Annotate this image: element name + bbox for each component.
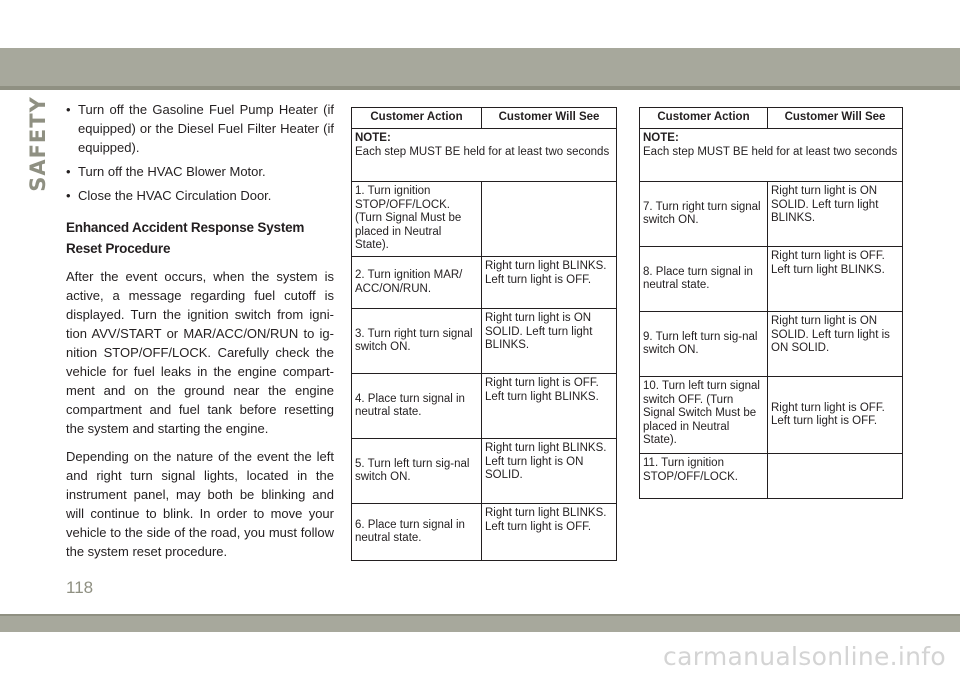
table-row <box>352 182 617 257</box>
note-text: Each step MUST BE held for at least two seconds <box>355 145 610 158</box>
table-row <box>352 374 617 439</box>
section-tab-label: SAFETY <box>26 96 51 192</box>
bullet-item <box>66 186 334 205</box>
table-row <box>352 257 617 309</box>
result-cell <box>482 182 617 257</box>
bullet-item <box>66 162 334 181</box>
note-label: NOTE: <box>643 132 679 144</box>
table-header-row <box>640 108 903 129</box>
note-label: NOTE: <box>355 132 391 144</box>
header-customer-will-see: Customer Will See <box>768 108 903 129</box>
bullet-item <box>66 100 334 157</box>
section-tab <box>23 96 53 192</box>
table-row <box>352 439 617 504</box>
result-cell: Right turn light is ON SOLID. Left turn light is ON SOLID. <box>768 312 903 377</box>
action-cell: 5. Turn left turn sig-nal switch ON. <box>352 439 482 504</box>
header-customer-action: Customer Action <box>640 108 768 129</box>
result-cell: Right turn light BLINKS. Left turn light is OFF. <box>482 257 617 309</box>
note-cell <box>640 129 903 182</box>
header-rule <box>0 86 960 90</box>
action-cell: 4. Place turn signal in neutral state. <box>352 374 482 439</box>
bullet-text: Turn off the Gasoline Fuel Pump Heater (if equipped) or the Diesel Fuel Filter Heater (if equipped). <box>78 102 334 155</box>
left-column <box>66 100 334 570</box>
reset-steps-table-1 <box>351 107 617 561</box>
result-cell: Right turn light BLINKS. Left turn light is ON SOLID. <box>482 439 617 504</box>
note-text: Each step MUST BE held for at least two seconds <box>643 145 898 158</box>
top-margin <box>0 0 960 48</box>
action-cell: 1. Turn ignition STOP/OFF/LOCK. (Turn Signal Must be placed in Neutral State). <box>352 182 482 257</box>
table-row <box>352 309 617 374</box>
action-cell: 6. Place turn signal in neutral state. <box>352 504 482 561</box>
result-cell: Right turn light is ON SOLID. Left turn light BLINKS. <box>768 182 903 247</box>
table-row <box>640 247 903 312</box>
action-cell: 9. Turn left turn sig-nal switch ON. <box>640 312 768 377</box>
reset-steps-table-2 <box>639 107 903 499</box>
result-cell <box>768 454 903 499</box>
bullet-text: Close the HVAC Circulation Door. <box>78 188 272 203</box>
table-row <box>352 504 617 561</box>
table-row <box>640 377 903 454</box>
action-cell: 7. Turn right turn signal switch ON. <box>640 182 768 247</box>
body-paragraph: After the event occurs, when the system is active, a message regarding fuel cutoff is displayed. Turn the ignition switch from igni-tion AVV/START or MAR/ACC/ON/RUN to ig-nition STOP/OFF/LOCK. Carefully check the vehicle for fuel leaks in the engine compart-ment and on the ground near the engine compartment and fuel tank before resetting the system and starting the engine. <box>66 269 334 436</box>
table-row <box>640 312 903 377</box>
result-cell: Right turn light is ON SOLID. Left turn light BLINKS. <box>482 309 617 374</box>
action-cell: 10. Turn left turn signal switch OFF. (Turn Signal Switch Must be placed in Neutral State). <box>640 377 768 454</box>
body-paragraph: Depending on the nature of the event the left and right turn signal lights, located in the instrument panel, may both be blinking and will continue to blink. In order to move your vehicle to the side of the road, you must follow the system reset procedure. <box>66 449 334 559</box>
action-cell: 2. Turn ignition MAR/ ACC/ON/RUN. <box>352 257 482 309</box>
table-row <box>640 182 903 247</box>
page-number: 118 <box>66 578 94 597</box>
section-heading: Enhanced Accident Response System Reset Procedure <box>66 220 305 256</box>
bullet-text: Turn off the HVAC Blower Motor. <box>78 164 266 179</box>
watermark: carmanualsonline.info <box>663 642 946 671</box>
bullet-dot-icon: • <box>66 164 71 179</box>
bullet-dot-icon: • <box>66 188 71 203</box>
result-cell: Right turn light is OFF. Left turn light BLINKS. <box>482 374 617 439</box>
note-cell <box>352 129 617 182</box>
result-cell: Right turn light is OFF. Left turn light is OFF. <box>768 377 903 454</box>
table-header-row <box>352 108 617 129</box>
note-row <box>352 129 617 182</box>
action-cell: 3. Turn right turn signal switch ON. <box>352 309 482 374</box>
note-row <box>640 129 903 182</box>
header-customer-will-see: Customer Will See <box>482 108 617 129</box>
header-customer-action: Customer Action <box>352 108 482 129</box>
result-cell: Right turn light is OFF. Left turn light BLINKS. <box>768 247 903 312</box>
result-cell: Right turn light BLINKS. Left turn light is OFF. <box>482 504 617 561</box>
bullet-dot-icon: • <box>66 102 71 117</box>
table-row <box>640 454 903 499</box>
action-cell: 8. Place turn signal in neutral state. <box>640 247 768 312</box>
header-bar <box>0 48 960 86</box>
footer-bar <box>0 616 960 632</box>
action-cell: 11. Turn ignition STOP/OFF/LOCK. <box>640 454 768 499</box>
